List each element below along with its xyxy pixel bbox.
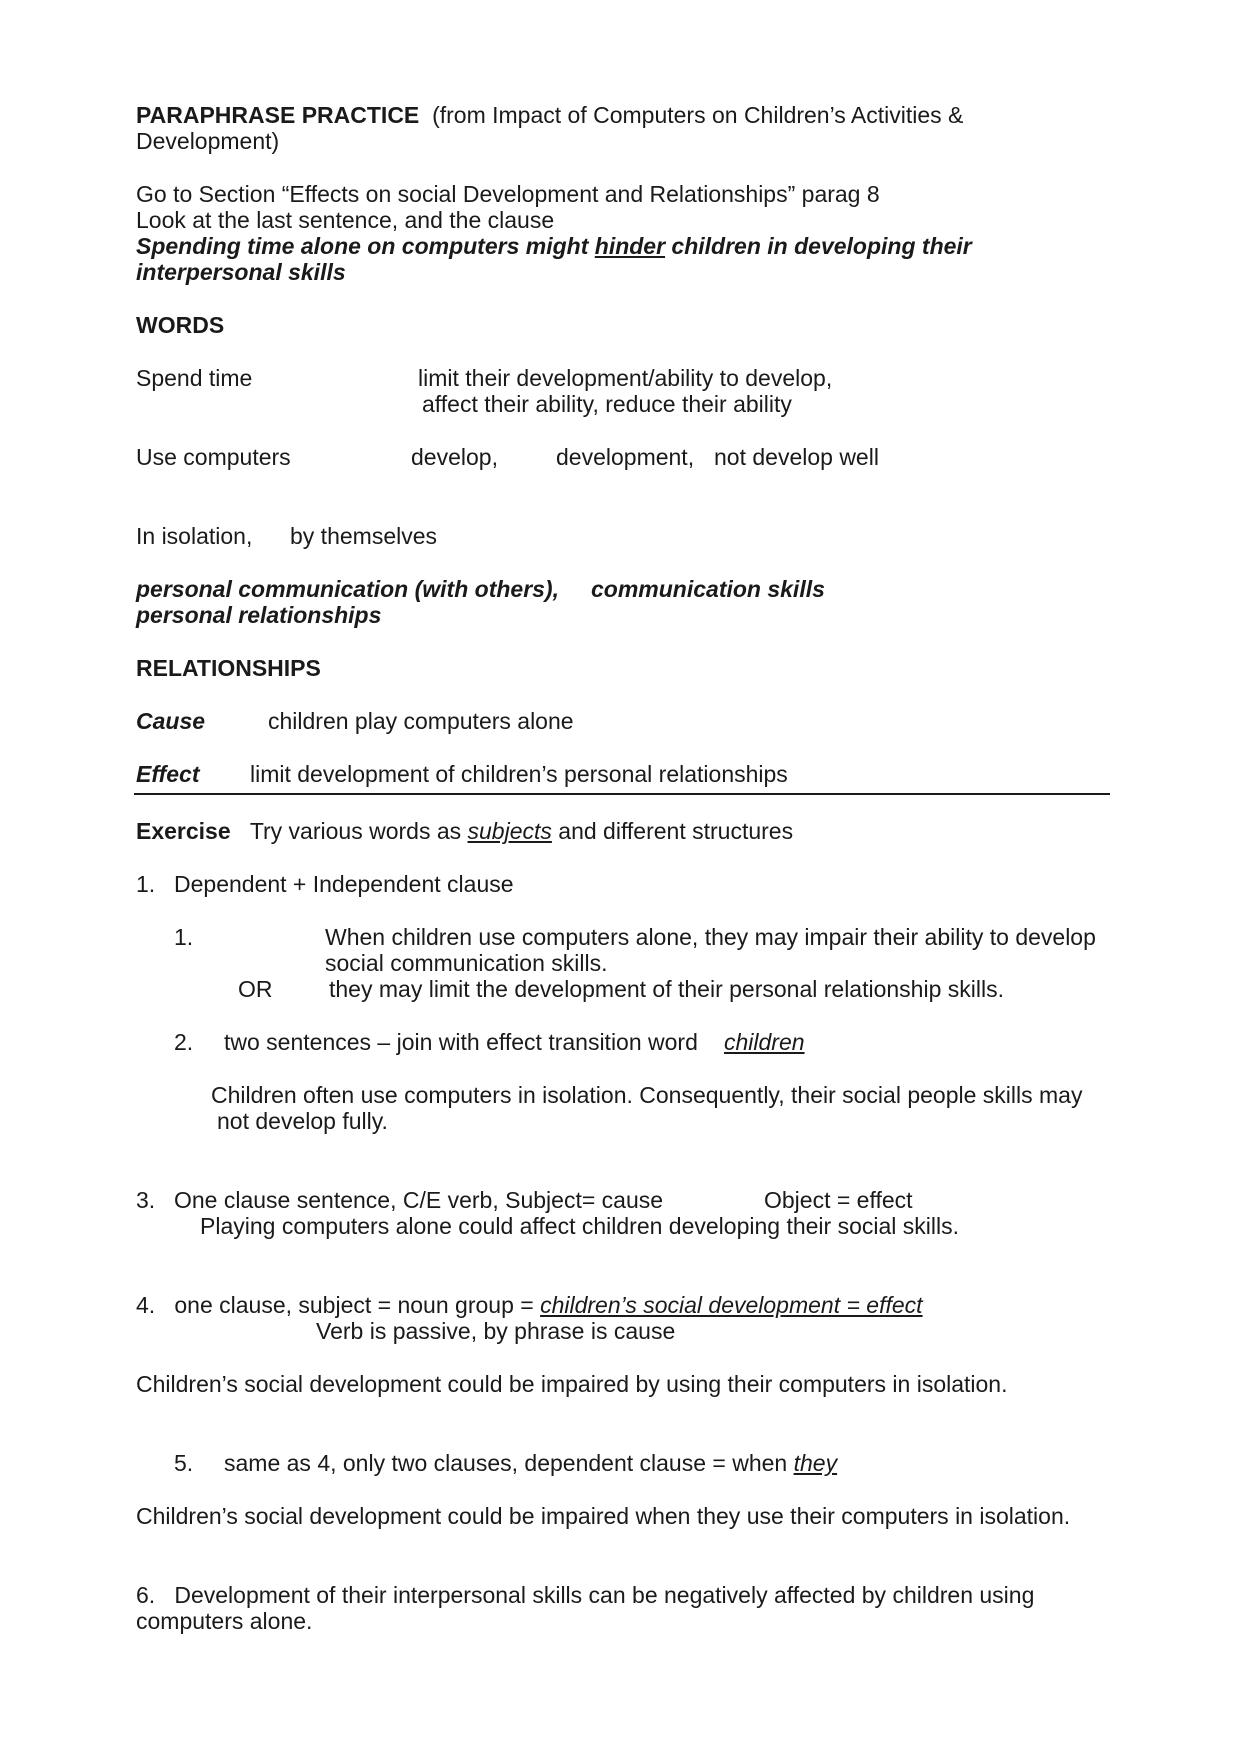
- item6-line1: Development of their interpersonal skills can be negatively affected by children using: [174, 1582, 1035, 1608]
- cause-text: children play computers alone: [268, 708, 574, 734]
- item4-title: one clause, subject = noun group =: [174, 1292, 541, 1318]
- cause-label: Cause: [136, 708, 206, 734]
- exercise-text-before: Try various words as: [249, 818, 468, 844]
- words-not-develop: not develop well: [714, 444, 879, 470]
- section-divider: [134, 793, 1110, 795]
- words-spend-alt1: limit their development/ability to develop,: [418, 365, 833, 391]
- item4-example: Children’s social development could be impaired by using their computers in isolation.: [136, 1371, 1008, 1397]
- words-comm-skills: communication skills: [591, 576, 825, 602]
- item3-object: Object = effect: [764, 1187, 913, 1213]
- quote-after: children in developing their: [665, 233, 972, 259]
- item1-title: Dependent + Independent clause: [174, 871, 514, 897]
- words-personal-comm: personal communication (with others),: [136, 576, 559, 602]
- item5-they: they: [793, 1450, 838, 1476]
- words-by-themselves: by themselves: [290, 523, 438, 549]
- title-rest: (from Impact of Computers on Children’s Activities &: [432, 102, 964, 128]
- intro-line1: Go to Section “Effects on social Development and Relationships” parag 8: [136, 181, 880, 207]
- words-development: development,: [556, 444, 695, 470]
- words-develop: develop,: [411, 444, 498, 470]
- item3-title: One clause sentence, C/E verb, Subject= cause: [174, 1187, 664, 1213]
- item4-title-underlined: children’s social development = effect: [540, 1292, 923, 1318]
- words-personal-rel: personal relationships: [136, 602, 382, 628]
- words-in-isolation: In isolation,: [136, 523, 253, 549]
- quote-before: Spending time alone on computers might: [136, 233, 595, 259]
- exercise-label: Exercise: [136, 818, 231, 844]
- words-heading: WORDS: [136, 312, 225, 338]
- intro-line2: Look at the last sentence, and the clause: [136, 207, 555, 233]
- title-bold: PARAPHRASE PRACTICE: [136, 102, 420, 128]
- item1-sub-line2: social communication skills.: [325, 950, 608, 976]
- relationships-heading: RELATIONSHIPS: [136, 655, 321, 681]
- item2-line2: not develop fully.: [217, 1108, 388, 1134]
- words-spend-alt2: affect their ability, reduce their ability: [422, 391, 792, 417]
- item2-title: two sentences – join with effect transition word: [224, 1029, 698, 1055]
- item5-example: Children’s social development could be impaired when they use their computers in isolation.: [136, 1503, 1071, 1529]
- item2-children: children: [724, 1029, 805, 1055]
- quote-line1: [136, 233, 972, 259]
- exercise-subjects: subjects: [467, 818, 552, 844]
- item2-num: 2.: [174, 1029, 194, 1055]
- item5-num: 5.: [174, 1450, 194, 1476]
- quote-hinder: hinder: [594, 233, 666, 259]
- item6-line2: computers alone.: [136, 1608, 313, 1634]
- item5-title: same as 4, only two clauses, dependent clause = when: [224, 1450, 794, 1476]
- item1-sub-num: 1.: [174, 924, 194, 950]
- page-title: [136, 102, 963, 128]
- item3-num: 3.: [136, 1187, 156, 1213]
- item3-example: Playing computers alone could affect children developing their social skills.: [200, 1213, 959, 1239]
- item6-num: 6.: [136, 1582, 156, 1608]
- item4-title-line: [136, 1292, 923, 1318]
- item6-line1-wrap: [136, 1582, 1034, 1608]
- title-line2: Development): [136, 128, 280, 154]
- effect-label: Effect: [136, 761, 200, 787]
- item2-line1: Children often use computers in isolation. Consequently, their social people skills may: [211, 1082, 1083, 1108]
- item1-or: OR: [238, 976, 273, 1002]
- item1-num: 1.: [136, 871, 156, 897]
- effect-text: limit development of children’s personal relationships: [250, 761, 788, 787]
- item1-sub-line1: When children use computers alone, they may impair their ability to develop: [325, 924, 1096, 950]
- item1-or-text: they may limit the development of their personal relationship skills.: [329, 976, 1004, 1002]
- exercise-line: [136, 818, 793, 844]
- quote-line2: interpersonal skills: [136, 259, 346, 285]
- item4-num: 4.: [136, 1292, 156, 1318]
- words-use-computers: Use computers: [136, 444, 291, 470]
- item4-line2: Verb is passive, by phrase is cause: [316, 1318, 676, 1344]
- item5-title-line: [224, 1450, 837, 1476]
- exercise-text-after: and different structures: [551, 818, 794, 844]
- words-spend-time: Spend time: [136, 365, 253, 391]
